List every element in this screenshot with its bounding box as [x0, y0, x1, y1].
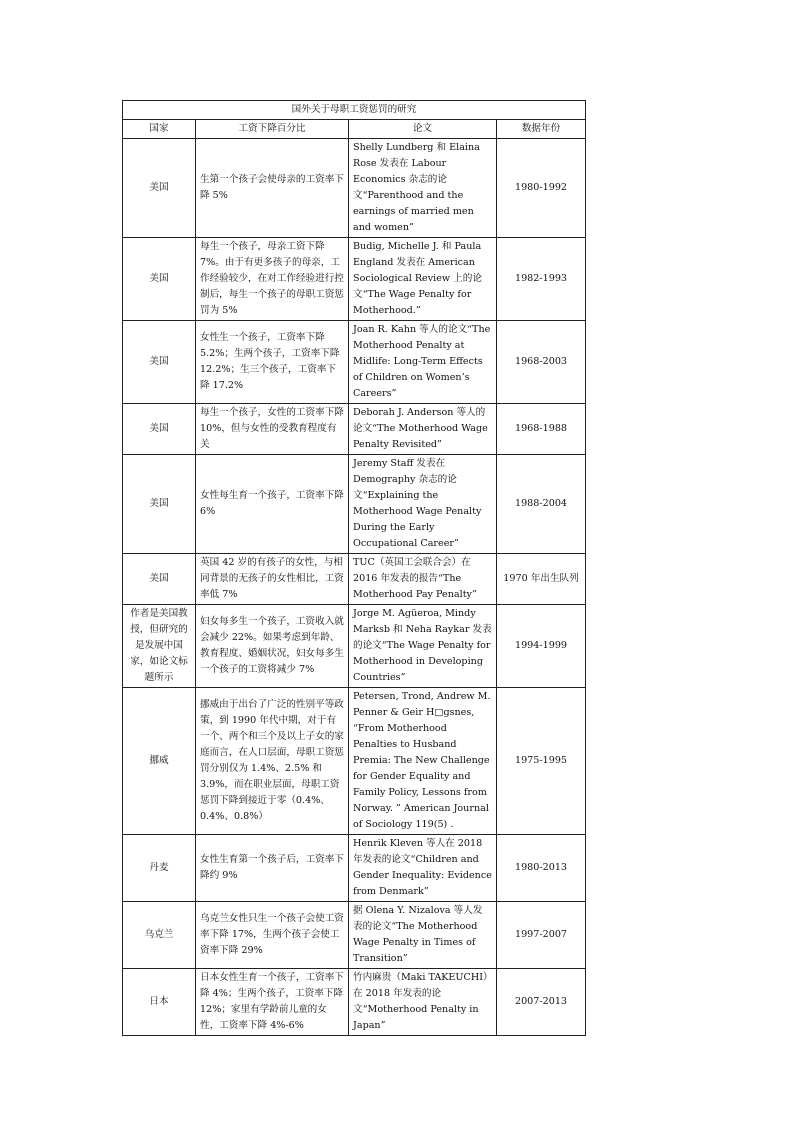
cell-country: 美国: [123, 238, 196, 321]
cell-years: 1982-1993: [497, 238, 586, 321]
table-row: [123, 605, 586, 688]
cell-decline: 每生一个孩子，女性的工资率下降 10%，但与女性的受教育程度有关: [196, 404, 349, 455]
cell-years: 1970 年出生队列: [497, 554, 586, 605]
cell-country: 乌克兰: [123, 902, 196, 969]
cell-decline: 女性生育第一个孩子后，工资率下降约 9%: [196, 835, 349, 902]
cell-paper: 竹内麻贵（Maki TAKEUCHI）在 2018 年发表的论文“Motherhood Penalty in Japan”: [349, 969, 497, 1036]
table-header-row: [123, 120, 586, 139]
cell-paper: Deborah J. Anderson 等人的论文“The Motherhood Wage Penalty Revisited”: [349, 404, 497, 455]
cell-country: 日本: [123, 969, 196, 1036]
cell-country: 挪威: [123, 688, 196, 835]
cell-years: 1988-2004: [497, 455, 586, 554]
header-years: 数据年份: [497, 120, 586, 139]
cell-decline: 女性生一个孩子，工资率下降 5.2%；生两个孩子，工资率下降 12.2%；生三个孩子，工资率下降 17.2%: [196, 321, 349, 404]
cell-country: 美国: [123, 139, 196, 238]
cell-years: 1968-1988: [497, 404, 586, 455]
table-row: [123, 404, 586, 455]
cell-paper: Jorge M. Agüeroa, Mindy Marksb 和 Neha Raykar 发表的论文“The Wage Penalty for Motherhood in Developing Countries”: [349, 605, 497, 688]
table-row: [123, 688, 586, 835]
cell-years: 1994-1999: [497, 605, 586, 688]
cell-decline: 每生一个孩子，母亲工资下降7%。由于有更多孩子的母亲，工作经验较少，在对工作经验进行控制后，每生一个孩子的母职工资惩罚为 5%: [196, 238, 349, 321]
cell-paper: 据 Olena Y. Nizalova 等人发表的论文“The Motherhood Wage Penalty in Times of Transition”: [349, 902, 497, 969]
cell-paper: Budig, Michelle J. 和 Paula England 发表在 American Sociological Review 上的论文“The Wage Penalty for Motherhood.”: [349, 238, 497, 321]
cell-decline: 英国 42 岁的有孩子的女性，与相同背景的无孩子的女性相比，工资率低 7%: [196, 554, 349, 605]
header-country: 国家: [123, 120, 196, 139]
table-row: [123, 455, 586, 554]
cell-paper: Henrik Kleven 等人在 2018 年发表的论文“Children and Gender Inequality: Evidence from Denmark”: [349, 835, 497, 902]
header-paper: 论文: [349, 120, 497, 139]
table-row: [123, 139, 586, 238]
cell-paper: TUC（英国工会联合会）在 2016 年发表的报告“The Motherhood Pay Penalty”: [349, 554, 497, 605]
cell-decline: 生第一个孩子会使母亲的工资率下降 5%: [196, 139, 349, 238]
cell-years: 1980-1992: [497, 139, 586, 238]
table-row: [123, 554, 586, 605]
cell-country: 丹麦: [123, 835, 196, 902]
cell-decline: 日本女性生育一个孩子，工资率下降 4%；生两个孩子，工资率下降 12%；家里有学龄前儿童的女性，工资率下降 4%-6%: [196, 969, 349, 1036]
table-title: 国外关于母职工资惩罚的研究: [123, 101, 586, 120]
table-row: [123, 238, 586, 321]
cell-paper: Shelly Lundberg 和 Elaina Rose 发表在 Labour Economics 杂志的论文“Parenthood and the earnings of married men and women”: [349, 139, 497, 238]
cell-decline: 女性每生育一个孩子，工资率下降 6%: [196, 455, 349, 554]
cell-years: 1997-2007: [497, 902, 586, 969]
table-row: [123, 969, 586, 1036]
cell-years: 2007-2013: [497, 969, 586, 1036]
cell-country: 美国: [123, 455, 196, 554]
cell-country: 美国: [123, 404, 196, 455]
cell-country: 美国: [123, 321, 196, 404]
research-table: [122, 100, 586, 1036]
cell-decline: 挪威由于出台了广泛的性别平等政策，到 1990 年代中期，对于有一个、两个和三个及以上子女的家庭而言，在人口层面，母职工资惩罚分别仅为 1.4%、2.5% 和 3.9%，而在职业层面，母职工资惩罚下降到接近于零（0.4%、0.4%、0.8%）: [196, 688, 349, 835]
cell-years: 1975-1995: [497, 688, 586, 835]
table-row: [123, 321, 586, 404]
cell-paper: Petersen, Trond, Andrew M. Penner & Geir H□gsnes, “From Motherhood Penalties to Husband Premia: The New Challenge for Gender Equality and Family Policy, Lessons from Norway. ” American Journal of Sociology 119(5) .: [349, 688, 497, 835]
cell-country: 作者是美国教授，但研究的是发展中国家，如论文标题所示: [123, 605, 196, 688]
header-decline: 工资下降百分比: [196, 120, 349, 139]
table-row: [123, 835, 586, 902]
cell-country: 美国: [123, 554, 196, 605]
cell-years: 1980-2013: [497, 835, 586, 902]
cell-decline: 妇女每多生一个孩子，工资收入就会减少 22%。如果考虑到年龄、教育程度、婚姻状况，妇女每多生一个孩子的工资将减少 7%: [196, 605, 349, 688]
cell-paper: Joan R. Kahn 等人的论文“The Motherhood Penalty at Midlife: Long-Term Effects of Children on Women’s Careers”: [349, 321, 497, 404]
cell-paper: Jeremy Staff 发表在 Demography 杂志的论文“Explaining the Motherhood Wage Penalty During the Early Occupational Career”: [349, 455, 497, 554]
cell-years: 1968-2003: [497, 321, 586, 404]
cell-decline: 乌克兰女性只生一个孩子会使工资率下降 17%，生两个孩子会使工资率下降 29%: [196, 902, 349, 969]
table-row: [123, 902, 586, 969]
table-title-row: [123, 101, 586, 120]
